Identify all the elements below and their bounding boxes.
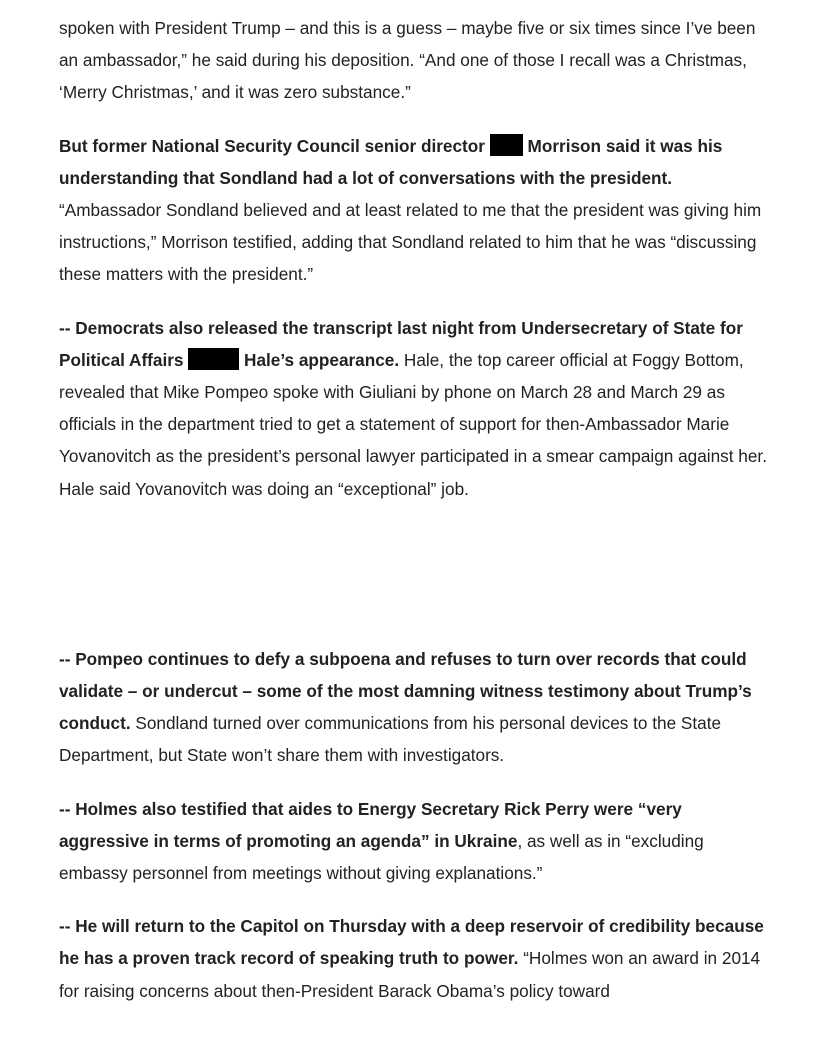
paragraph-hale bbox=[59, 312, 769, 505]
paragraph-text: , as well as in “excluding embassy personnel from meetings without giving explanations.” bbox=[59, 830, 704, 884]
bold-lead: But former National Security Council senior director bbox=[59, 135, 485, 156]
paragraph-text: Hale, the top career official at Foggy Bottom, revealed that Mike Pompeo spoke with Giuliani by phone on March 28 and March 29 as officials in the department tried to get a statement of support for then-Ambassador Marie Yovanovitch as the president’s personal lawyer participated in a smear campaign against her. Hale said Yovanovitch was doing an “exceptional” job. bbox=[59, 349, 767, 499]
paragraph-text: “Holmes won an award in 2014 for raising concerns about then-President Barack Obama’s policy toward bbox=[59, 948, 761, 1001]
article-body bbox=[59, 12, 769, 1028]
bold-lead: -- Holmes also testified that aides to Energy Secretary Rick Perry were “very aggressive in terms of promoting an agenda” in Ukraine bbox=[59, 798, 682, 851]
paragraph-holmes-perry bbox=[59, 793, 769, 890]
bold-lead: -- Democrats also released bbox=[59, 317, 278, 338]
paragraph-morrison bbox=[59, 130, 769, 291]
bold-lead: Hale’s appearance. bbox=[244, 349, 400, 370]
bold-lead: Morrison said it was his understanding that Sondland had a lot of conversations with the president. bbox=[59, 135, 723, 188]
embed-placeholder bbox=[59, 554, 769, 643]
transcript-link[interactable]: the transcript bbox=[282, 317, 393, 338]
redaction-box bbox=[490, 134, 523, 156]
paragraph-text: Sondland turned over communications from his personal devices to the State Department, but State won’t share them with investigators. bbox=[59, 713, 722, 766]
paragraph-text: “Ambassador Sondland believed and at least related to me that the president was giving him instructions,” Morrison testified, adding that Sondland related to him that he was “discussing these matters with the president.” bbox=[59, 200, 762, 285]
paragraph-pompeo-subpoena bbox=[59, 643, 769, 772]
paragraph-sondland-quote bbox=[59, 12, 769, 109]
bold-lead: last night from Undersecretary of State for Political Affairs bbox=[59, 317, 743, 370]
bold-lead: -- Pompeo continues to defy a subpoena and refuses to turn over records that could validate – or undercut – some of the most damning witness testimony about Trump’s conduct. bbox=[59, 648, 752, 734]
paragraph-holmes-capitol bbox=[59, 910, 769, 1007]
redaction-box bbox=[188, 348, 239, 370]
bold-lead: -- He will return to the Capitol on Thursday with a deep reservoir of credibility because he has a proven track record of speaking truth to power. bbox=[59, 916, 764, 969]
paragraph-text: spoken with President Trump – and this is a guess – maybe five or six times since I’ve been an ambassador,” he said during his deposition. “And one of those I recall was a Christmas, ‘Merry Christmas,’ and it was zero substance.” bbox=[59, 18, 756, 103]
